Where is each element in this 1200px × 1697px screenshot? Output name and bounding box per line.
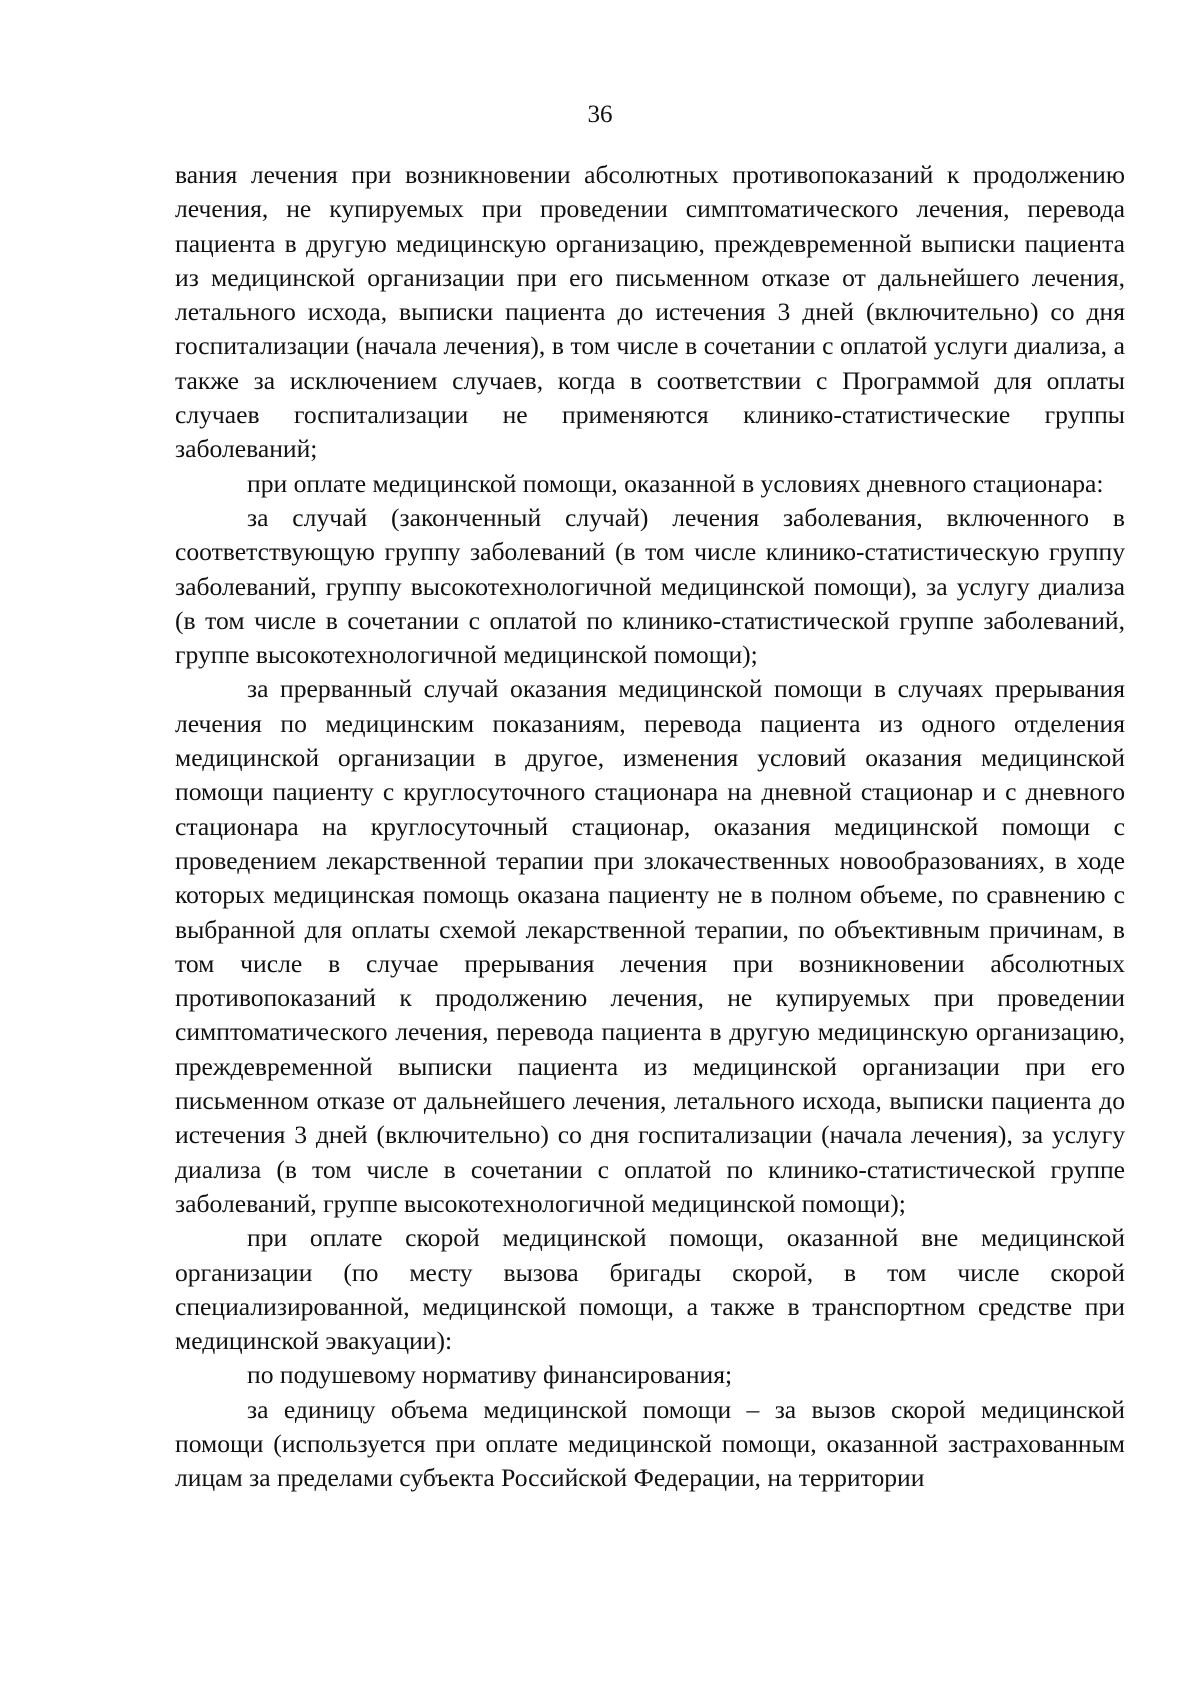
- document-body: [175, 158, 1125, 1496]
- paragraph: по подушевому нормативу финансирования;: [247, 1360, 733, 1390]
- paragraph-continuation: вания лечения при возникновении абсолютных противопоказаний к продолжению лечения, не купируемых при проведении симптоматического лечения, перевода пациента в другую медицинскую организацию, преждевременной выписки пациента из медицинской организации при его письменном отказе от дальнейшего лечения, летального исхода, выписки пациента до истечения 3 дней (включительно) со дня госпитализации (начала лечения), в том числе в сочетании с оплатой услуги диализа, а также за исключением случаев, когда в соответствии с Программой для оплаты случаев госпитализации не применяются клинико-статистические группы заболеваний;: [175, 160, 1125, 464]
- paragraph: при оплате медицинской помощи, оказанной в условиях дневного стационара:: [247, 468, 1104, 498]
- page-number: 36: [587, 101, 613, 128]
- paragraph: за единицу объема медицинской помощи – за вызов скорой медицинской помощи (используется при оплате медицинской помощи, оказанной застрахованным лицам за пределами субъекта Российской Федерации, на территории: [175, 1394, 1125, 1493]
- paragraph: за случай (законченный случай) лечения заболевания, включенного в соответствующую группу заболеваний (в том числе клинико-статистическую группу заболеваний, группу высокотехнологичной медицинской помощи), за услугу диализа (в том числе в сочетании с оплатой по клинико-статистической группе заболеваний, группе высокотехнологичной медицинской помощи);: [175, 502, 1125, 670]
- paragraph: за прерванный случай оказания медицинской помощи в случаях прерывания лечения по медицинским показаниям, перевода пациента из одного отделения медицинской организации в другое, изменения условий оказания медицинской помощи пациенту с круглосуточного стационара на дневной стационар и с дневного стационара на круглосуточный стационар, оказания медицинской помощи с проведением лекарственной терапии при злокачественных новообразованиях, в ходе которых медицинская помощь оказана пациенту не в полном объеме, по сравнению с выбранной для оплаты схемой лекарственной терапии, по объективным причинам, в том числе в случае прерывания лечения при возникновении абсолютных противопоказаний к продолжению лечения, не купируемых при проведении симптоматического лечения, перевода пациента в другую медицинскую организацию, преждевременной выписки пациента из медицинской организации при его письменном отказе от дальнейшего лечения, летального исхода, выписки пациента до истечения 3 дней (включительно) со дня госпитализации (начала лечения), за услугу диализа (в том числе в сочетании с оплатой по клинико-статистической группе заболеваний, группе высокотехнологичной медицинской помощи);: [175, 674, 1125, 1218]
- paragraph: при оплате скорой медицинской помощи, оказанной вне медицинской организации (по месту вызова бригады скорой, в том числе скорой специализированной, медицинской помощи, а также в транспортном средстве при медицинской эвакуации):: [175, 1223, 1125, 1356]
